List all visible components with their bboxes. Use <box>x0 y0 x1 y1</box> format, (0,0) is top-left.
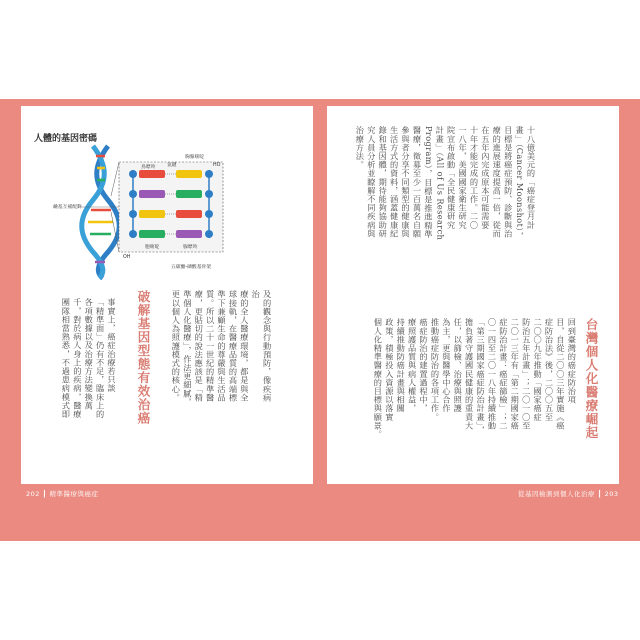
label-ho: HO <box>213 163 221 168</box>
text-line: 球接軌，在醫療品質的高端標 <box>228 290 239 402</box>
right-body-bottom <box>372 318 577 478</box>
text-line: 療的進展速度提高一倍，從而 <box>492 126 503 238</box>
text-line: 療照護品質與病人權益， <box>407 318 418 413</box>
text-line: 計畫」（All of Us Research <box>435 126 446 241</box>
label-cytosine: 胞嘧啶 <box>145 245 160 250</box>
label-pentose-phosphate: 五碳醣-磷酸基骨架 <box>171 265 212 270</box>
text-line: 準個人化醫療」，作法更細膩， <box>182 290 193 407</box>
section-heading-gene: 破解基因型態有效治癌 <box>136 290 151 425</box>
text-line: 團隊相當熟悉，不過患病模式即 <box>61 298 72 419</box>
text-line: 及的觀念與行動預防，像疾病治 <box>251 290 273 402</box>
text-line: 院宣布啟動「全民健康研究 <box>446 126 457 230</box>
text-line: 目，自從二〇〇三年實施《癌 <box>555 318 566 430</box>
text-line: 準下兼顧生命的尊嚴與生活品 <box>217 290 228 402</box>
text-line: Program），目標是推進精準 <box>423 126 434 239</box>
text-line: 推動癌症防治的各項工作。 <box>430 318 441 422</box>
left-body-top <box>170 290 273 410</box>
text-line: 症防治法》後，二〇〇五至 <box>544 318 555 422</box>
text-line: 參與者分享不同類型的健康與 <box>401 126 412 238</box>
text-line: 錄和基因體，期待能夠協助研 <box>378 126 389 238</box>
text-line: 「精準面」仍有不足，臨床上的 <box>95 298 106 419</box>
dna-diagram <box>33 142 231 280</box>
label-guanine: 鳥嘌呤 <box>141 165 156 170</box>
dna-helix <box>82 146 120 278</box>
text-line: 療，更貼切的說法應該是「精 <box>194 290 205 402</box>
text-line: 十八億美元的「癌症登月計 <box>526 126 537 230</box>
text-line: 更以個人為照護模式的核心。 <box>171 290 182 402</box>
text-line: 事實上，癌症治療若只談 <box>107 298 118 393</box>
text-line: 治療方法。 <box>355 126 366 169</box>
text-line: 回到臺灣的癌症防治項 <box>567 318 578 404</box>
text-line: 醫療，徵募至少一百萬名自願 <box>412 126 423 238</box>
text-line: 為主，更與醫學中心合作 <box>441 318 452 413</box>
label-hydrogen-bond: 氫鍵 <box>167 163 177 168</box>
text-line: 生活方式的資料，涵蓋健康紀 <box>389 126 400 238</box>
text-line: 持續推動防癌計畫與相關 <box>396 318 407 413</box>
text-line: 擔負著守護國民健康的重責大 <box>464 318 475 430</box>
text-line: 千，對於病人身上的疾病，醫療 <box>72 298 83 419</box>
text-line: 癌症防治的建置過程中， <box>419 318 430 413</box>
label-oh: OH <box>123 255 131 260</box>
text-line: 各項數據以及治療方法變換萬 <box>84 298 95 410</box>
label-thymine: 胸腺嘧啶 <box>185 155 205 160</box>
text-line: 一八年，美國國家衛生研究 <box>458 126 469 230</box>
text-line: 究人員分析並瞭解不同疾病與 <box>366 126 377 238</box>
label-base-pairing: 鹼基互補配對 <box>53 205 82 210</box>
left-footer: 202 ┃ 精準醫療與癌症 <box>26 490 99 498</box>
text-line: 「第三期國家癌症防治計畫」， <box>476 318 487 435</box>
text-line: 二〇〇九年推動「國家癌症 <box>533 318 544 422</box>
text-line: 在五年內完成原本可能需要 <box>480 126 491 230</box>
text-line: 療的全人醫療環境，都是與全 <box>239 290 250 402</box>
left-running-title: 精準醫療與癌症 <box>49 490 99 498</box>
text-line: 質。所以二十一世紀的精準醫 <box>205 290 216 402</box>
text-line: 目標是將癌症預防、診斷與治 <box>503 126 514 238</box>
right-footer: 從基因檢測到個人化治療 ┃ 203 <box>518 490 619 498</box>
section-heading-taiwan: 台灣個人化醫療崛起 <box>584 318 599 440</box>
text-line: 二〇一三年有「第二期國家癌 <box>510 318 521 430</box>
figure-title: 人體的基因密碼 <box>34 134 98 144</box>
text-line: 任，以篩檢、治療與照護 <box>453 318 464 413</box>
text-line: 症防治計畫：癌症篩檢」；二 <box>498 318 509 430</box>
text-line: 十年才能完成的工作。二〇 <box>469 126 480 230</box>
left-page-number: 202 <box>26 490 40 498</box>
text-line: 〇一四至二〇一八年持續推動 <box>487 318 498 430</box>
right-running-title: 從基因檢測到個人化治療 <box>518 490 595 498</box>
right-page-number: 203 <box>604 490 619 498</box>
text-line: 畫」（Cancer Moonshot）， <box>515 126 526 241</box>
text-line: 個人化精準醫療的目標與願景。 <box>373 318 384 439</box>
text-line: 政策，積極投入資源以落實 <box>384 318 395 422</box>
label-adenine: 腺嘌呤 <box>183 245 198 250</box>
left-body-bottom <box>60 298 117 468</box>
text-line: 防治五年計畫」；二〇一〇至 <box>521 318 532 430</box>
right-body-top <box>354 126 537 304</box>
